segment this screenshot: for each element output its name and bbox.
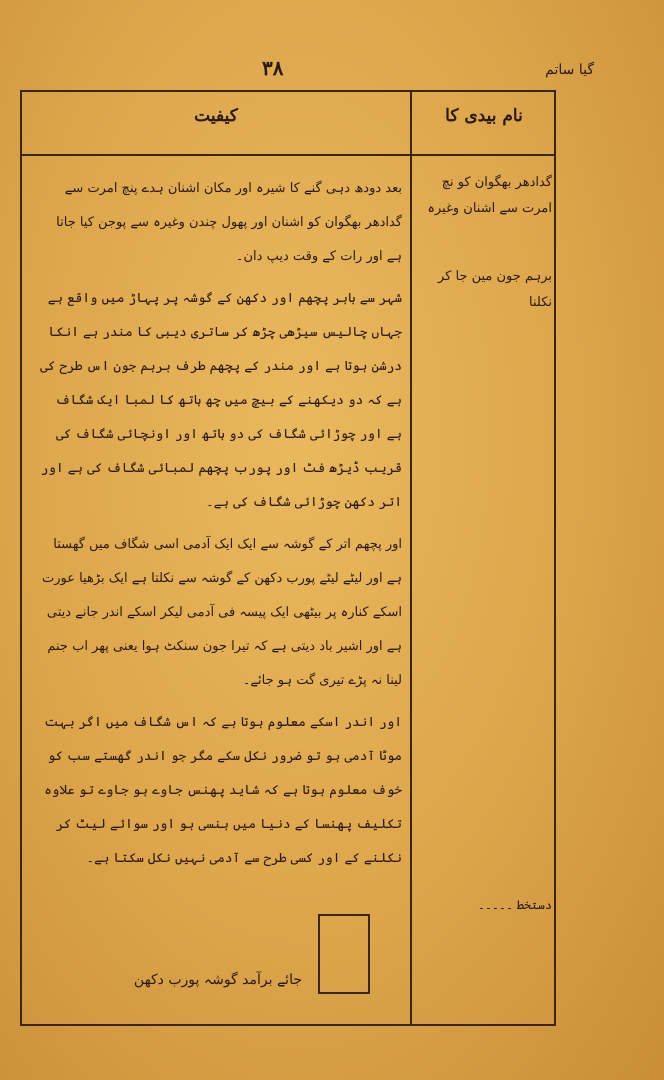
- header-row-divider: [22, 154, 554, 156]
- description-column-header: کیفیت: [194, 106, 238, 126]
- footer-note: جائے برآمد گوشہ پورب دکھن: [133, 972, 302, 988]
- header-title: گیا ساتم: [545, 62, 594, 78]
- ruled-table: [20, 90, 556, 1026]
- name-column-header: نام بیدی کا: [445, 106, 523, 126]
- name-entry: گدادھر بھگوان کو نچ امرت سے اشنان وغیرہ: [427, 175, 552, 216]
- name-entry: برہم جون مین جا کر نکلنا: [437, 269, 552, 310]
- stamp-box: [318, 914, 370, 994]
- description-paragraph: بعد دودھ دہی گنے کا شیرہ اور مکان اشنان ہدے پنچ امرت سے گدادھر بھگوان کو اشنان اور پھول چندن وغیرہ سے پوجن کیا جاتا ہے اور رات کے وقت دیپ دان۔: [56, 181, 402, 264]
- description-paragraph: اور پچھم اتر کے گوشہ سے ایک ایک آدمی اسی شگاف میں گھستا ہے اور لیٹے لیٹے پورب دکھن کے گوشہ سے نکلتا ہے ایک بڑھیا عورت اسکے کنارہ پر بیٹھی ایک پیسہ فی آدمی لیکر اسکے اندر جانے دیتی ہے اور اشیر باد دیتی ہے کہ تیرا جون سنکٹ ہوا یعنی پھر اب جنم لینا نہ پڑے تیری گت ہو جائے۔: [41, 537, 402, 688]
- description-paragraph: شہر سے باہر پچھم اور دکھن کے گوشہ پر پہاڑ میں واقع ہے جہاں چالیس سیڑھی چڑھ کر ساتری دیبی کا مندر ہے انکا درشن ہوتا ہے اور مندر کے پچھم طرف برہم جون اس طرح کی ہے کہ دو دیکھنے کے بیچ میں چھ ہاتھ کا لمبا ایک شگاف ہے اور چوڑائی شگاف کی دو ہاتھ اور اونچائی شگاف کی قریب ڈیڑھ فٹ اور پورب پچھم لمبائی شگاف کی ہے اور اتر دکھن چوڑائی شگاف کی ہے۔: [40, 291, 402, 510]
- description-paragraph: اور اندر اسکے معلوم ہوتا ہے کہ اس شگاف میں اگر بہت موٹا آدمی ہو تو ضرور نکل سکے مگر جو اندر گھستے سب کو خوف معلوم ہوتا ہے کہ شاید پھنس جاوے ہو جاوے تو علاوہ تکلیف پھنسا کے دنیا میں ہنسی ہو اور سوائے لیٹ کر نکلنے کے اور کسی طرح سے آدمی نہیں نکل سکتا ہے۔: [44, 715, 402, 866]
- page-number: ۳۸: [262, 56, 284, 80]
- column-divider: [410, 92, 412, 1024]
- name-column: [418, 170, 552, 912]
- page-bottom-margin: [0, 1026, 664, 1080]
- description-column: [38, 172, 402, 884]
- signature: دستخط ۔۔۔۔۔: [477, 898, 552, 912]
